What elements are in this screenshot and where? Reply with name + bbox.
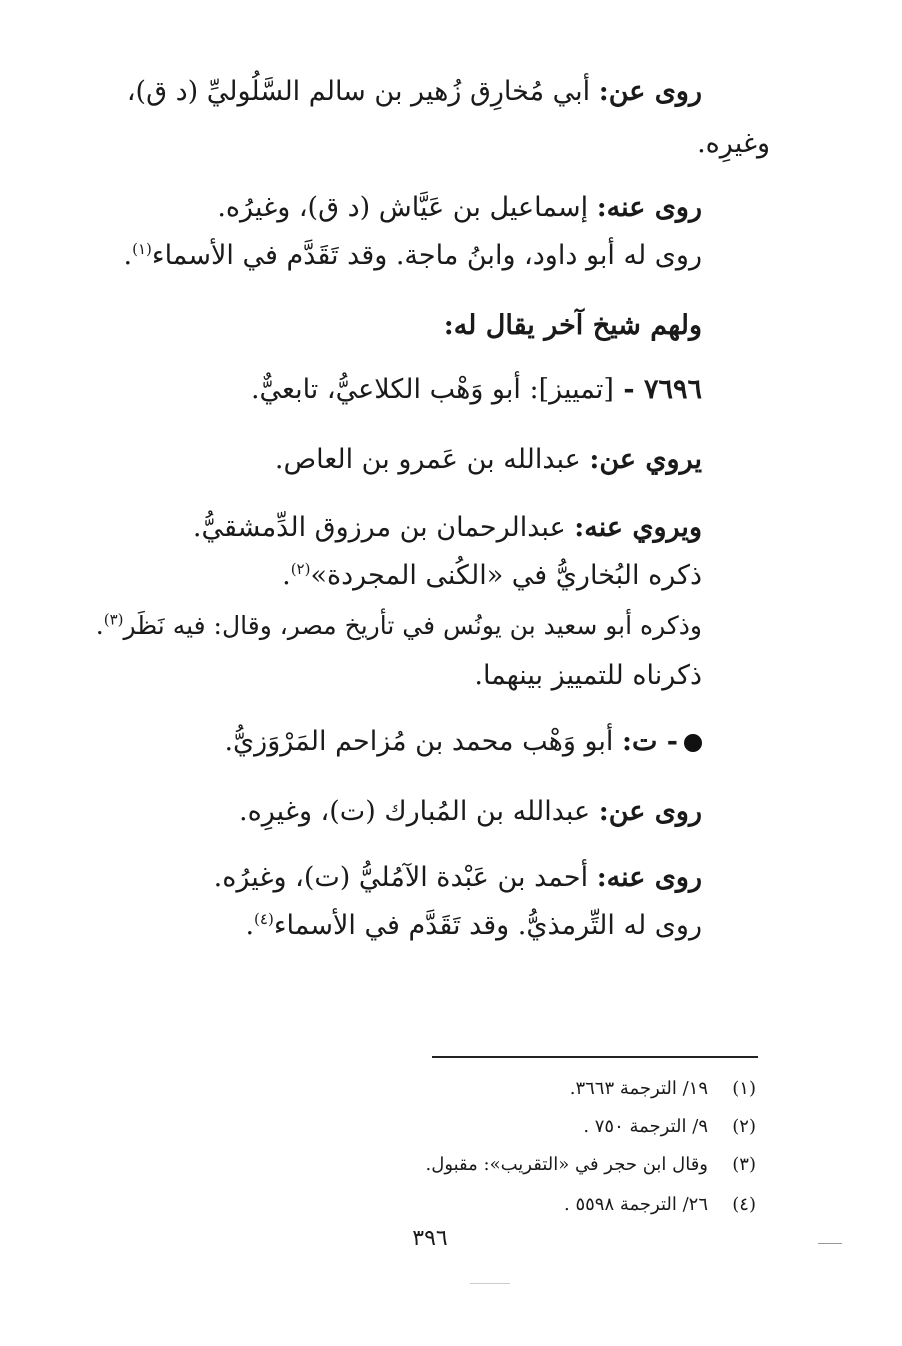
footnote-number: (٤) bbox=[732, 1194, 756, 1215]
line-text: أحمد بن عَبْدة الآمُليُّ (ت)، وغيرُه. bbox=[213, 862, 597, 893]
text-line-3 bbox=[182, 188, 702, 228]
footnote-number: (٢) bbox=[732, 1116, 756, 1137]
line-tail: . bbox=[282, 560, 291, 591]
footnote-text: ١٩/ الترجمة ٣٦٦٣. bbox=[569, 1078, 708, 1099]
footnote-text: ٢٦/ الترجمة ٥٥٩٨ . bbox=[563, 1194, 708, 1215]
line-text: ذكرناه للتمييز بينهما. bbox=[474, 660, 702, 691]
text-line-5 bbox=[182, 306, 702, 346]
line-text: روى له التِّرمذيُّ. وقد تَقَدَّم في الأسماء bbox=[273, 910, 702, 941]
text-line-11 bbox=[182, 656, 702, 696]
footnote-3 bbox=[426, 1152, 756, 1178]
scan-speck bbox=[470, 1283, 510, 1284]
entry-heading bbox=[182, 370, 702, 410]
footnote-ref-4[interactable]: (٤) bbox=[254, 910, 274, 928]
line-text: عبدالله بن عَمرو بن العاص. bbox=[274, 444, 590, 475]
text-line-14 bbox=[182, 858, 702, 898]
line-text: أبو وَهْب محمد بن مُزاحم المَرْوَزيُّ. bbox=[224, 726, 622, 757]
line-tail: . bbox=[123, 240, 133, 271]
text-line-2 bbox=[250, 124, 770, 164]
footnote-text: ٩/ الترجمة ٧٥٠ . bbox=[583, 1116, 708, 1137]
line-text: أبي مُخارِق زُهير بن سالم السَّلُوليِّ (د ق)، bbox=[126, 76, 599, 107]
entry-heading-2 bbox=[182, 722, 702, 762]
text-line-15 bbox=[182, 906, 702, 946]
bullet-icon bbox=[684, 734, 702, 752]
label-rawa-anhu: روى عنه: bbox=[596, 862, 702, 893]
footnote-ref-3[interactable]: (٣) bbox=[103, 610, 124, 629]
line-text: وغيرِه. bbox=[697, 128, 770, 159]
line-text: وذكره أبو سعيد بن يونُس في تأريخ مصر، وقال: فيه نَظَر bbox=[123, 611, 702, 640]
line-text: إسماعيل بن عَيَّاش (د ق)، وغيرُه. bbox=[217, 192, 597, 223]
footnote-1 bbox=[570, 1076, 756, 1102]
text-line-13 bbox=[182, 792, 702, 832]
footnote-number: (١) bbox=[732, 1078, 756, 1099]
page-number: ٣٩٦ bbox=[412, 1226, 448, 1251]
line-text: عبدالله بن المُبارك (ت)، وغيرِه. bbox=[239, 796, 599, 827]
label-rawa-an: روى عن: bbox=[598, 76, 702, 107]
scan-speck bbox=[818, 1243, 842, 1244]
label-yarwi-anhu: ويروي عنه: bbox=[574, 512, 702, 543]
footnote-number: (٣) bbox=[732, 1154, 756, 1175]
entry-number: ٧٦٩٦ - bbox=[613, 374, 702, 405]
footnote-ref-2[interactable]: (٢) bbox=[290, 560, 311, 578]
line-text: عبدالرحمان بن مرزوق الدِّمشقيُّ. bbox=[192, 512, 575, 543]
text-line-1 bbox=[126, 72, 702, 112]
footnote-ref-1[interactable]: (١) bbox=[132, 240, 152, 258]
entry-code: - ت: bbox=[622, 726, 678, 757]
line-text: ذكره البُخاريُّ في «الكُنى المجردة» bbox=[310, 560, 702, 591]
section-heading: ولهم شيخ آخر يقال له: bbox=[443, 310, 702, 341]
footnote-divider bbox=[432, 1056, 758, 1058]
line-tail: . bbox=[245, 910, 255, 941]
line-text: [تمييز]: أبو وَهْب الكلاعيُّ، تابعيٌّ. bbox=[250, 374, 614, 405]
line-tail: . bbox=[95, 611, 104, 640]
text-line-4 bbox=[123, 236, 702, 276]
text-line-8 bbox=[182, 508, 702, 548]
text-line-9 bbox=[182, 556, 702, 596]
label-rawa-an: روى عن: bbox=[598, 796, 702, 827]
text-line-7 bbox=[182, 440, 702, 480]
text-line-10 bbox=[95, 606, 702, 646]
footnote-4 bbox=[564, 1192, 756, 1218]
label-yarwi-an: يروي عن: bbox=[589, 444, 702, 475]
footnote-2 bbox=[583, 1114, 756, 1140]
footnote-text: وقال ابن حجر في «التقريب»: مقبول. bbox=[425, 1154, 708, 1175]
line-text: روى له أبو داود، وابنُ ماجة. وقد تَقَدَّم في الأسماء bbox=[151, 240, 702, 271]
label-rawa-anhu: روى عنه: bbox=[596, 192, 702, 223]
